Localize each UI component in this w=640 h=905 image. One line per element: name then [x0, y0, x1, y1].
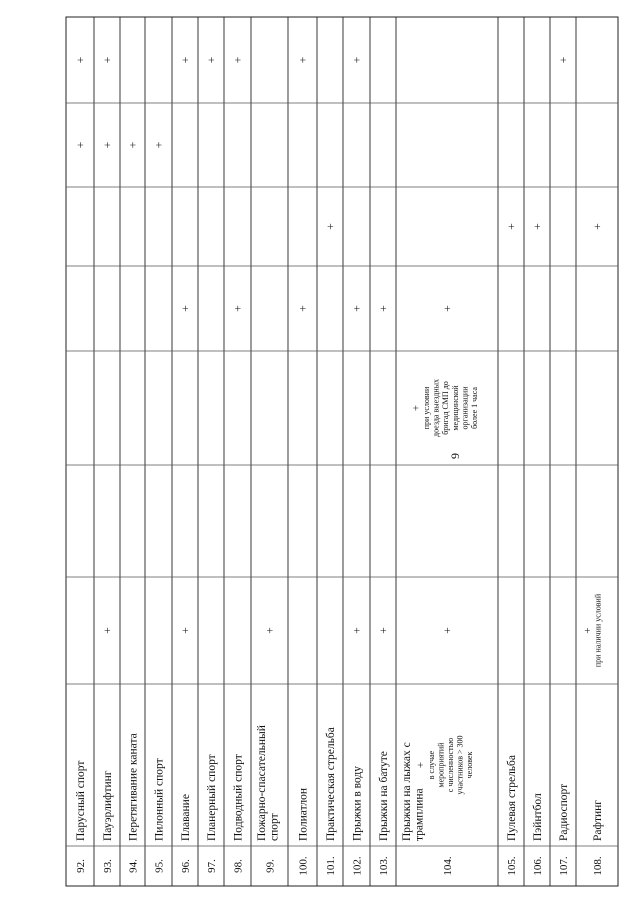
plus-mark: + [349, 627, 364, 634]
sport-name: Планерный спорт [206, 754, 218, 841]
row-number: 94. [127, 859, 140, 873]
table-row [323, 223, 337, 876]
condition-note: с численностью [446, 737, 455, 793]
sport-name: Практическая стрельба [325, 727, 337, 841]
plus-mark: + [530, 223, 544, 230]
row-number: 105. [506, 856, 518, 876]
row-number: 107. [558, 856, 570, 876]
row-number: 102. [351, 856, 364, 876]
table-row [152, 141, 166, 872]
plus-mark: + [151, 141, 166, 149]
table-row [204, 56, 218, 872]
plus-mark: + [125, 141, 140, 149]
condition-note: организации [460, 386, 470, 430]
sport-name: Пулевая стрельба [506, 754, 518, 841]
plus-mark: + [376, 627, 390, 634]
plus-mark: + [415, 761, 428, 769]
condition-note: участников > 300 [455, 735, 465, 795]
page-number: 9 [448, 453, 462, 459]
row-number: 98. [232, 859, 245, 873]
plus-mark: + [73, 141, 87, 149]
table-row [376, 305, 390, 876]
sport-name: Подводный спорт [232, 754, 245, 841]
plus-mark: + [582, 627, 594, 634]
plus-mark: + [73, 56, 87, 64]
sport-name: Парусный спорт [75, 760, 87, 841]
table-row [350, 56, 364, 875]
row-number: 103. [378, 856, 390, 876]
sport-name: Прыжки на лыжах с [401, 742, 413, 841]
plus-mark: + [295, 305, 310, 312]
condition-note: при условии [422, 386, 431, 430]
sport-name: спорт [268, 813, 281, 841]
table-row [530, 223, 544, 876]
plus-mark: + [178, 627, 192, 634]
condition-note: доезда выездных [431, 379, 441, 437]
row-number: 100. [297, 856, 310, 876]
plus-mark: + [440, 305, 454, 312]
table-row [126, 141, 140, 872]
plus-mark: + [100, 56, 114, 64]
table-row [231, 56, 245, 872]
table-row [73, 56, 87, 872]
row-number: 104. [442, 856, 454, 876]
sport-name: Прыжки на батуте [378, 751, 390, 841]
plus-mark: + [262, 627, 277, 634]
condition-note: мероприятий [436, 742, 446, 788]
sport-name: Рафтинг [592, 799, 604, 841]
condition-note: в случае [426, 750, 436, 780]
condition-note: при наличии условий [593, 593, 603, 668]
condition-note: человек [465, 751, 475, 779]
sport-name: Пилонный спорт [153, 758, 166, 841]
row-number: 108. [592, 856, 604, 876]
plus-mark: + [349, 56, 364, 64]
table-row [504, 223, 518, 876]
condition-note: более 1 часа [470, 387, 479, 429]
plus-mark: + [178, 305, 192, 312]
plus-mark: + [556, 56, 570, 64]
plus-mark: + [323, 223, 337, 230]
table-border [66, 17, 618, 886]
plus-mark: + [295, 56, 310, 64]
table-row [556, 56, 570, 875]
row-number: 101. [325, 856, 337, 876]
table-row [256, 627, 281, 873]
plus-mark: + [440, 627, 454, 634]
plus-mark: + [230, 305, 245, 312]
plus-mark: + [590, 223, 604, 230]
row-number: 95. [153, 859, 166, 873]
sport-name: Пауэрлифтинг [102, 770, 114, 841]
condition-note: медицинской [450, 385, 460, 431]
sport-name: Прыжки в воду [351, 765, 364, 841]
sport-name: Плавание [180, 794, 192, 841]
plus-mark: + [376, 305, 390, 312]
sport-name: трамплина [413, 788, 426, 841]
sport-name: Полиатлон [297, 788, 310, 841]
plus-mark: + [504, 223, 518, 230]
table-row [401, 305, 479, 876]
plus-mark: + [100, 141, 114, 149]
sport-name: Радиоспорт [558, 783, 570, 841]
row-number: 99. [264, 859, 277, 873]
row-number: 96. [180, 859, 192, 873]
table-row [582, 223, 604, 876]
row-number: 106. [532, 856, 544, 876]
plus-mark: + [349, 305, 364, 312]
table-row [178, 56, 192, 872]
row-number: 92. [75, 859, 87, 873]
sport-requirements-table [66, 17, 618, 886]
sport-name: Пожарно-спасательный [256, 725, 268, 841]
plus-mark: + [410, 404, 423, 412]
table-row [296, 56, 310, 875]
sport-name: Пэйнтбол [532, 793, 544, 841]
plus-mark: + [204, 56, 218, 64]
row-number: 97. [206, 859, 218, 873]
plus-mark: + [230, 56, 245, 64]
table-row [100, 56, 114, 872]
plus-mark: + [178, 56, 192, 64]
plus-mark: + [100, 627, 114, 634]
row-number: 93. [102, 859, 114, 873]
sport-name: Перетягивание каната [127, 733, 140, 841]
condition-note: бригад СМП до [441, 381, 451, 435]
